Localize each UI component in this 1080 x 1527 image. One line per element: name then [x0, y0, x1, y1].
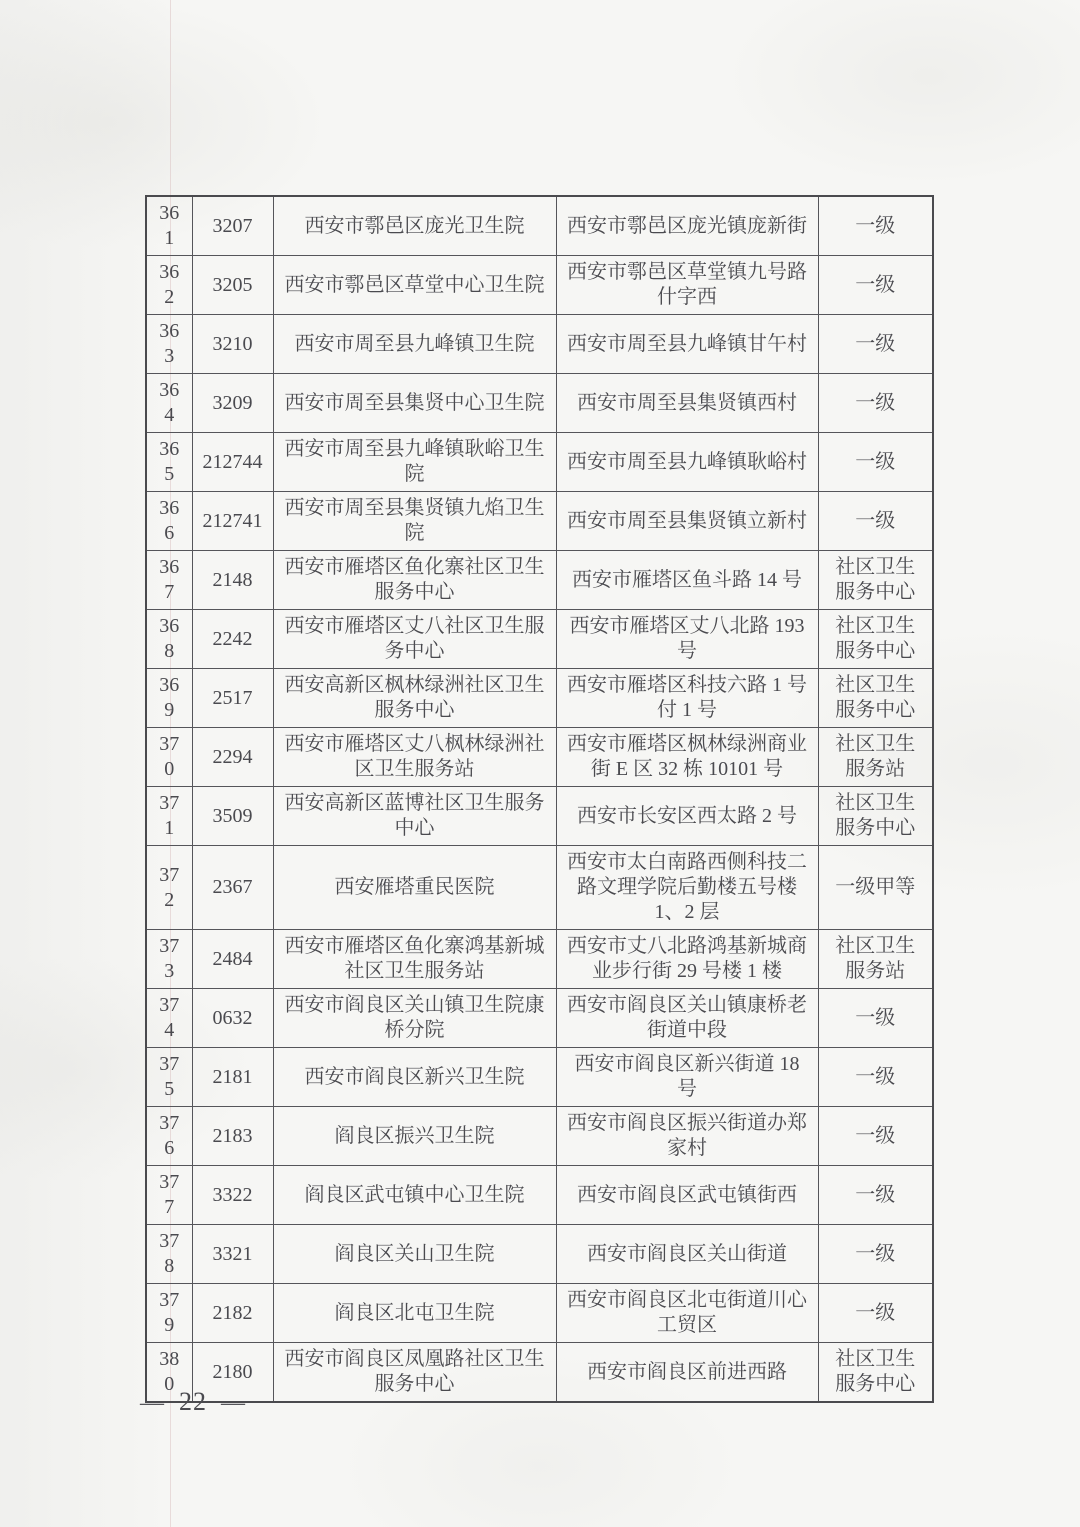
table-row [146, 256, 933, 315]
cell-grade: 社区卫生服务中心 [818, 1343, 933, 1403]
cell-address: 西安市鄠邑区草堂镇九号路什字西 [556, 256, 818, 315]
cell-grade: 一级 [818, 196, 933, 256]
cell-no: 373 [146, 930, 192, 989]
cell-address: 西安市太白南路西侧科技二路文理学院后勤楼五号楼 1、2 层 [556, 846, 818, 930]
table-row [146, 1225, 933, 1284]
footer-right-dash: — [221, 1390, 246, 1416]
cell-grade: 社区卫生服务站 [818, 930, 933, 989]
cell-name: 西安市周至县集贤镇九焰卫生院 [273, 492, 556, 551]
cell-grade: 一级 [818, 1166, 933, 1225]
cell-code: 2180 [192, 1343, 273, 1403]
cell-no: 376 [146, 1107, 192, 1166]
cell-name: 西安市阎良区凤凰路社区卫生服务中心 [273, 1343, 556, 1403]
cell-code: 3207 [192, 196, 273, 256]
cell-address: 西安市雁塔区科技六路 1 号付 1 号 [556, 669, 818, 728]
cell-name: 西安市周至县集贤中心卫生院 [273, 374, 556, 433]
footer-left-dash: — [140, 1390, 165, 1416]
table-row [146, 787, 933, 846]
cell-no: 364 [146, 374, 192, 433]
cell-address: 西安市周至县九峰镇甘午村 [556, 315, 818, 374]
cell-no: 380 [146, 1343, 192, 1403]
cell-grade: 社区卫生服务中心 [818, 551, 933, 610]
cell-name: 西安市雁塔区鱼化寨社区卫生服务中心 [273, 551, 556, 610]
table-row [146, 669, 933, 728]
table-row [146, 374, 933, 433]
cell-grade: 一级 [818, 1048, 933, 1107]
cell-code: 2182 [192, 1284, 273, 1343]
cell-address: 西安市雁塔区枫林绿洲商业街 E 区 32 栋 10101 号 [556, 728, 818, 787]
cell-address: 西安市鄠邑区庞光镇庞新街 [556, 196, 818, 256]
cell-name: 西安市周至县九峰镇耿峪卫生院 [273, 433, 556, 492]
cell-address: 西安市阎良区武屯镇街西 [556, 1166, 818, 1225]
page-number-footer [140, 1387, 246, 1417]
cell-code: 2484 [192, 930, 273, 989]
cell-address: 西安市阎良区关山镇康桥老街道中段 [556, 989, 818, 1048]
cell-address: 西安市阎良区振兴街道办郑家村 [556, 1107, 818, 1166]
cell-address: 西安市阎良区前进西路 [556, 1343, 818, 1403]
cell-code: 2294 [192, 728, 273, 787]
cell-grade: 社区卫生服务中心 [818, 669, 933, 728]
table-row [146, 1048, 933, 1107]
table-row [146, 1107, 933, 1166]
cell-grade: 一级 [818, 989, 933, 1048]
cell-name: 西安市鄠邑区庞光卫生院 [273, 196, 556, 256]
cell-code: 3509 [192, 787, 273, 846]
cell-grade: 一级 [818, 433, 933, 492]
table-row [146, 551, 933, 610]
cell-name: 西安市雁塔区鱼化寨鸿基新城社区卫生服务站 [273, 930, 556, 989]
cell-address: 西安市长安区西太路 2 号 [556, 787, 818, 846]
cell-no: 372 [146, 846, 192, 930]
table-row [146, 610, 933, 669]
cell-grade: 一级 [818, 492, 933, 551]
cell-code: 2242 [192, 610, 273, 669]
cell-no: 362 [146, 256, 192, 315]
cell-grade: 一级甲等 [818, 846, 933, 930]
cell-code: 212741 [192, 492, 273, 551]
table-row [146, 728, 933, 787]
cell-code: 2148 [192, 551, 273, 610]
cell-no: 370 [146, 728, 192, 787]
table-row [146, 433, 933, 492]
table-row [146, 989, 933, 1048]
cell-address: 西安市周至县集贤镇西村 [556, 374, 818, 433]
cell-no: 361 [146, 196, 192, 256]
cell-name: 西安高新区蓝博社区卫生服务中心 [273, 787, 556, 846]
cell-grade: 一级 [818, 256, 933, 315]
cell-no: 379 [146, 1284, 192, 1343]
cell-code: 2517 [192, 669, 273, 728]
cell-grade: 社区卫生服务站 [818, 728, 933, 787]
cell-no: 369 [146, 669, 192, 728]
table-row [146, 1166, 933, 1225]
cell-no: 365 [146, 433, 192, 492]
table-row [146, 1284, 933, 1343]
cell-code: 3205 [192, 256, 273, 315]
cell-grade: 一级 [818, 315, 933, 374]
cell-address: 西安市雁塔区丈八北路 193 号 [556, 610, 818, 669]
cell-name: 西安市雁塔区丈八枫林绿洲社区卫生服务站 [273, 728, 556, 787]
cell-code: 3209 [192, 374, 273, 433]
cell-name: 西安市鄠邑区草堂中心卫生院 [273, 256, 556, 315]
cell-name: 西安市阎良区关山镇卫生院康桥分院 [273, 989, 556, 1048]
cell-name: 阎良区关山卫生院 [273, 1225, 556, 1284]
cell-grade: 社区卫生服务中心 [818, 787, 933, 846]
cell-no: 367 [146, 551, 192, 610]
cell-code: 2181 [192, 1048, 273, 1107]
cell-address: 西安市阎良区关山街道 [556, 1225, 818, 1284]
cell-no: 368 [146, 610, 192, 669]
cell-code: 2367 [192, 846, 273, 930]
cell-grade: 一级 [818, 374, 933, 433]
cell-code: 3210 [192, 315, 273, 374]
table-body [146, 196, 933, 1402]
table-row [146, 196, 933, 256]
cell-address: 西安市阎良区北屯街道川心工贸区 [556, 1284, 818, 1343]
footer-page-number: 22 [179, 1387, 207, 1416]
cell-name: 阎良区武屯镇中心卫生院 [273, 1166, 556, 1225]
cell-no: 363 [146, 315, 192, 374]
cell-code: 0632 [192, 989, 273, 1048]
cell-code: 2183 [192, 1107, 273, 1166]
cell-name: 阎良区北屯卫生院 [273, 1284, 556, 1343]
cell-code: 3321 [192, 1225, 273, 1284]
cell-no: 366 [146, 492, 192, 551]
cell-address: 西安市周至县九峰镇耿峪村 [556, 433, 818, 492]
cell-grade: 一级 [818, 1284, 933, 1343]
cell-no: 375 [146, 1048, 192, 1107]
table-row [146, 846, 933, 930]
cell-name: 西安市周至县九峰镇卫生院 [273, 315, 556, 374]
cell-grade: 一级 [818, 1107, 933, 1166]
cell-name: 阎良区振兴卫生院 [273, 1107, 556, 1166]
cell-no: 374 [146, 989, 192, 1048]
cell-grade: 一级 [818, 1225, 933, 1284]
table-row [146, 315, 933, 374]
cell-no: 378 [146, 1225, 192, 1284]
cell-address: 西安市周至县集贤镇立新村 [556, 492, 818, 551]
cell-name: 西安雁塔重民医院 [273, 846, 556, 930]
cell-name: 西安市阎良区新兴卫生院 [273, 1048, 556, 1107]
cell-address: 西安市阎良区新兴街道 18 号 [556, 1048, 818, 1107]
cell-no: 377 [146, 1166, 192, 1225]
table-row [146, 1343, 933, 1403]
table-row [146, 930, 933, 989]
institutions-table [145, 195, 934, 1403]
cell-name: 西安高新区枫林绿洲社区卫生服务中心 [273, 669, 556, 728]
table-row [146, 492, 933, 551]
cell-address: 西安市雁塔区鱼斗路 14 号 [556, 551, 818, 610]
cell-grade: 社区卫生服务中心 [818, 610, 933, 669]
cell-no: 371 [146, 787, 192, 846]
cell-code: 3322 [192, 1166, 273, 1225]
cell-code: 212744 [192, 433, 273, 492]
cell-address: 西安市丈八北路鸿基新城商业步行街 29 号楼 1 楼 [556, 930, 818, 989]
cell-name: 西安市雁塔区丈八社区卫生服务中心 [273, 610, 556, 669]
